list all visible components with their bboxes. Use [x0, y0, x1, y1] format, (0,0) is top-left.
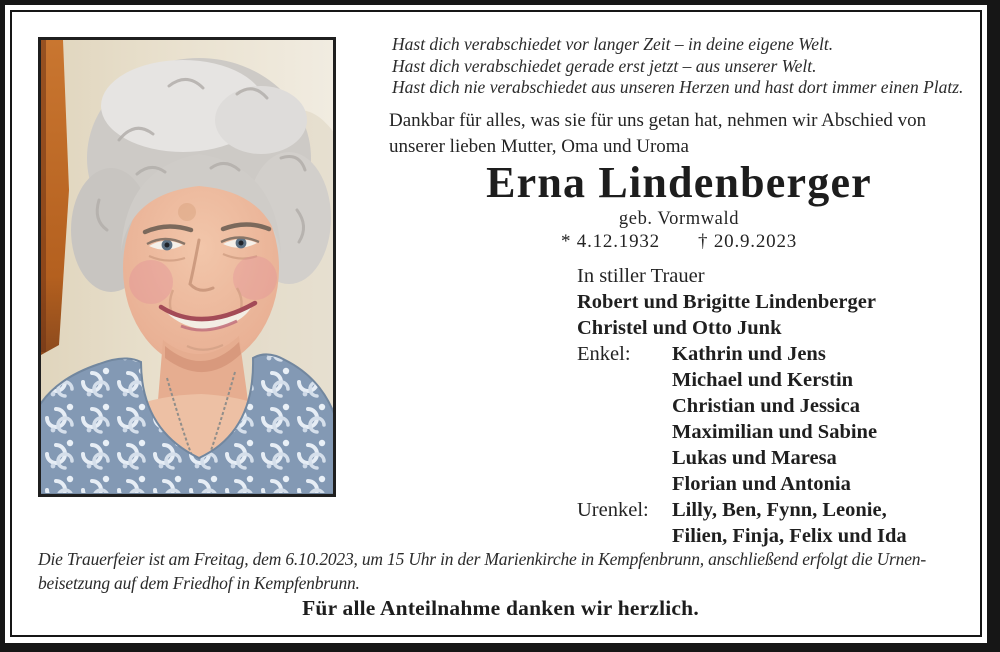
funeral-info-line: Die Trauerfeier ist am Freitag, dem 6.10.2023, um 15 Uhr in der Marienkirche in Kempfenbrunn, anschließend erfolgt die Urnen- [38, 549, 926, 569]
intro-line: Dankbar für alles, was sie für uns getan hat, nehmen wir Abschied von [389, 110, 927, 131]
label-spacer [577, 367, 672, 393]
enkel-label: Enkel: [577, 343, 631, 365]
grandchild-name: Christian und Jessica [672, 395, 860, 417]
funeral-info-section [38, 548, 963, 621]
label-spacer [577, 419, 672, 445]
label-spacer [577, 445, 672, 471]
poem-line: Hast dich verabschiedet gerade erst jetzt – aus unserer Welt. [392, 55, 817, 76]
life-dates [390, 230, 968, 254]
farewell-intro [389, 108, 926, 160]
grandchild-name: Michael und Kerstin [672, 369, 854, 391]
poem-line: Hast dich verabschiedet vor langer Zeit – in deine eigene Welt. [392, 34, 834, 54]
child-name: Christel und Otto Junk [577, 317, 782, 339]
urenkel-label: Urenkel: [577, 499, 649, 521]
grandchild-name: Lukas und Maresa [672, 447, 837, 469]
grandchild-name: Maximilian und Sabine [672, 421, 878, 443]
birth-date: * 4.12.1932 [560, 231, 660, 252]
memorial-poem [392, 34, 963, 99]
portrait-frame [38, 37, 336, 497]
death-date: † 20.9.2023 [698, 231, 798, 252]
thanks-line: Für alle Anteilnahme danken wir herzlich. [302, 596, 699, 620]
portrait-photo [41, 40, 333, 494]
child-name: Robert und Brigitte Lindenberger [577, 291, 876, 313]
label-spacer [577, 471, 672, 497]
deceased-block [390, 158, 968, 254]
label-spacer [577, 523, 672, 549]
great-grandchild-name: Filien, Finja, Felix und Ida [672, 525, 907, 547]
label-spacer [577, 393, 672, 419]
deceased-name: Erna Lindenberger [486, 158, 872, 207]
intro-line: unserer lieben Mutter, Oma und Uroma [389, 136, 689, 157]
great-grandchild-name: Lilly, Ben, Fynn, Leonie, [672, 499, 887, 521]
funeral-info-line: beisetzung auf dem Friedhof in Kempfenbrunn. [38, 572, 360, 593]
maiden-name: geb. Vormwald [618, 209, 740, 229]
grandchild-name: Kathrin und Jens [672, 343, 826, 365]
grandchild-name: Florian und Antonia [672, 473, 851, 495]
mourners-section [577, 263, 907, 549]
mourning-header: In stiller Trauer [577, 265, 705, 287]
poem-line: Hast dich nie verabschiedet aus unseren Herzen und hast dort immer einen Platz. [392, 77, 964, 97]
